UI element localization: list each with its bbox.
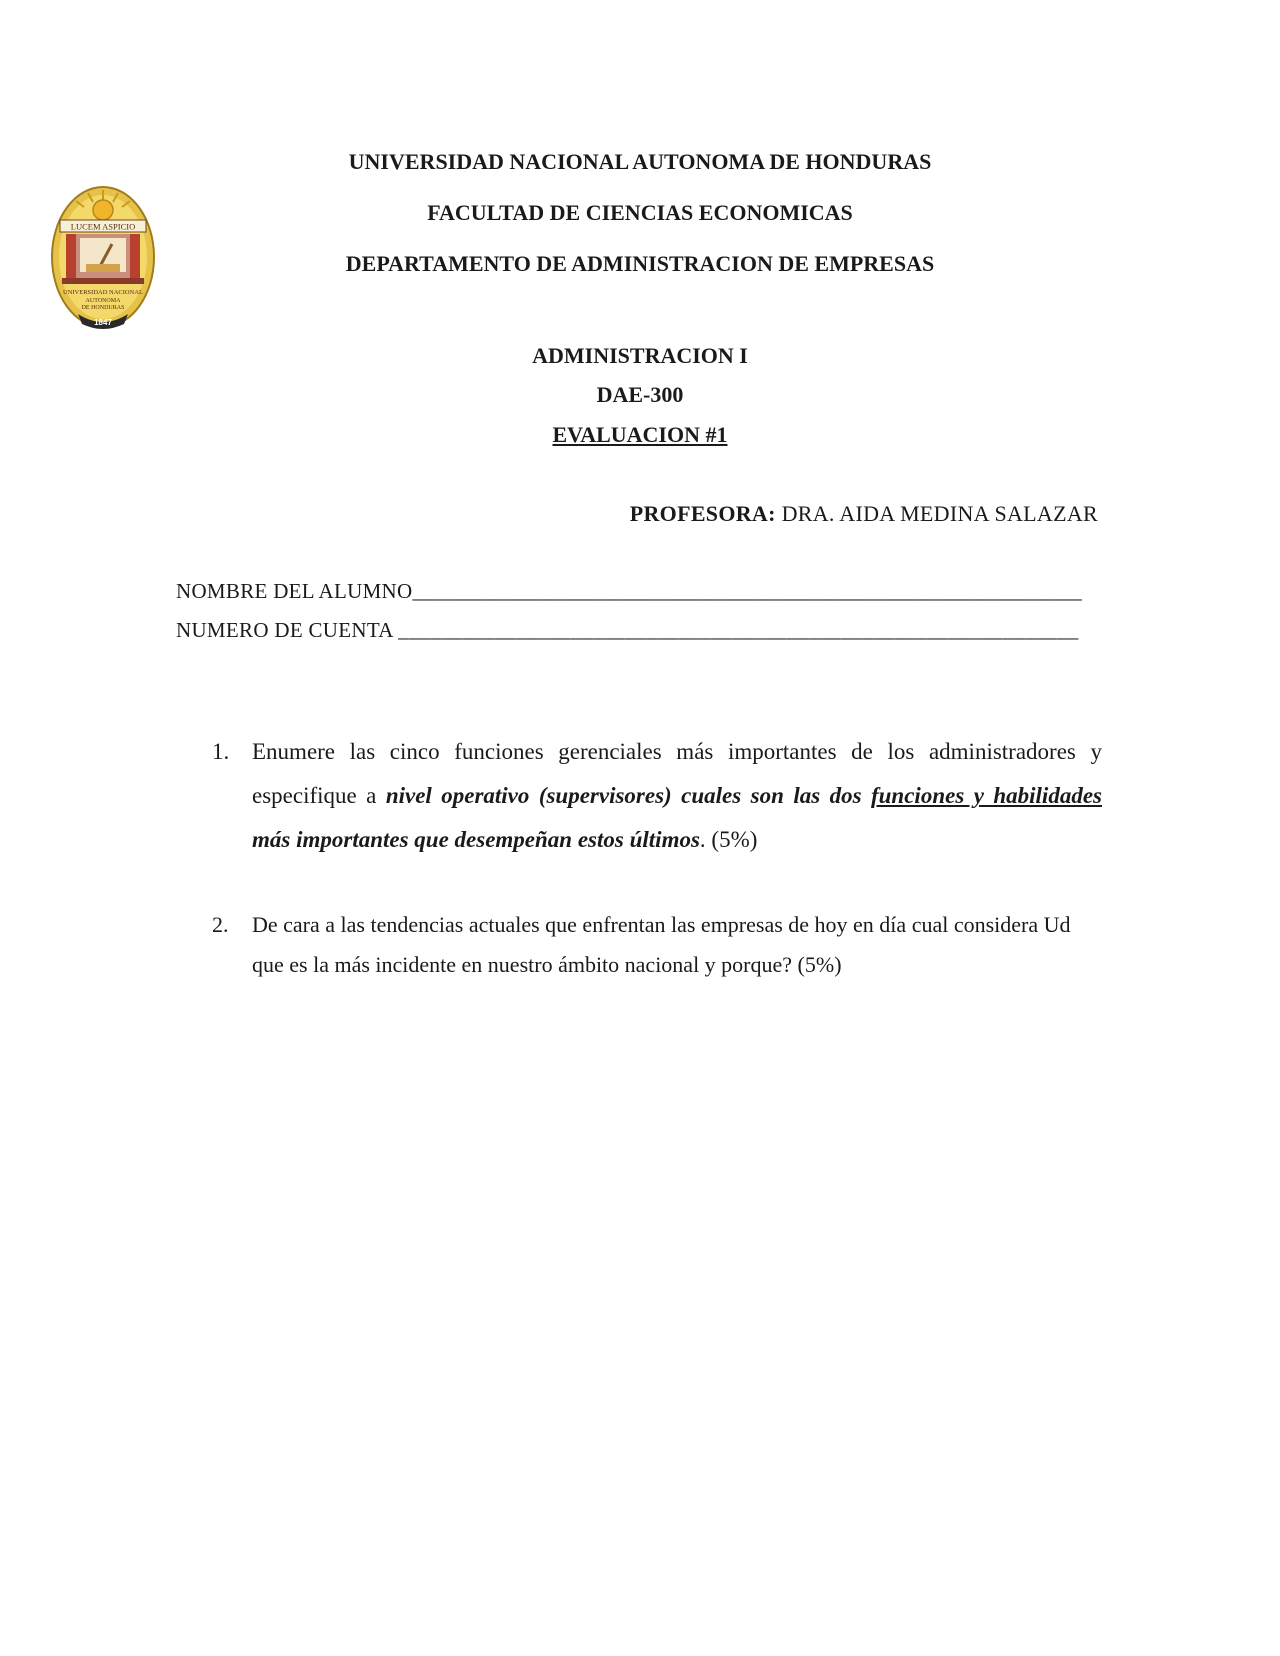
question-1-part-5: . (5%) [699, 827, 758, 852]
seal-name-line-3: DE HONDURAS [81, 305, 125, 311]
question-1-number: 1. [212, 739, 230, 764]
department-title: DEPARTAMENTO DE ADMINISTRACION DE EMPRESAS [345, 251, 935, 276]
question-1-part-1: Enumere las cinco funciones gerenciales más importantes de los administradores y especifique a [252, 739, 1102, 808]
seal-motto: LUCEM ASPICIO [70, 221, 136, 232]
question-1-text [252, 730, 1102, 862]
seal-name-line-2: AUTONOMA [85, 298, 121, 304]
university-title: UNIVERSIDAD NACIONAL AUTONOMA DE HONDURAS [348, 149, 932, 174]
professor-line [0, 500, 1098, 528]
question-1-part-2: nivel operativo (supervisores) cuales son las dos [385, 783, 871, 808]
question-2 [212, 905, 1102, 995]
seal-name-line-1: UNIVERSIDAD NACIONAL [63, 289, 143, 296]
seal-year: 1847 [94, 318, 112, 327]
faculty-title: FACULTAD DE CIENCIAS ECONOMICAS [427, 200, 853, 225]
student-name-blank: ______________________________________________________________ [412, 579, 1083, 603]
student-name-label: NOMBRE DEL ALUMNO [176, 579, 413, 603]
account-number-blank: _______________________________________________________________ [398, 618, 1079, 642]
student-name-field [176, 579, 1082, 604]
question-1 [212, 730, 1102, 870]
account-number-field [176, 618, 1079, 643]
question-2-number: 2. [212, 912, 229, 937]
account-number-label: NUMERO DE CUENTA [176, 618, 399, 642]
professor-label: PROFESORA: [629, 501, 776, 526]
evaluation-title: EVALUACION #1 [552, 422, 728, 447]
course-name: ADMINISTRACION I [532, 343, 748, 368]
question-1-part-3: funciones y habilidades [870, 783, 1102, 808]
question-2-text: De cara a las tendencias actuales que enfrentan las empresas de hoy en día cual considera Ud que es la más incidente en nuestro ámbito nacional y porque? (5%) [252, 912, 1071, 977]
course-code: DAE-300 [596, 382, 684, 407]
professor-name: DRA. AIDA MEDINA SALAZAR [781, 501, 1098, 526]
question-1-part-4: más importantes que desempeñan estos últimos [252, 827, 700, 852]
